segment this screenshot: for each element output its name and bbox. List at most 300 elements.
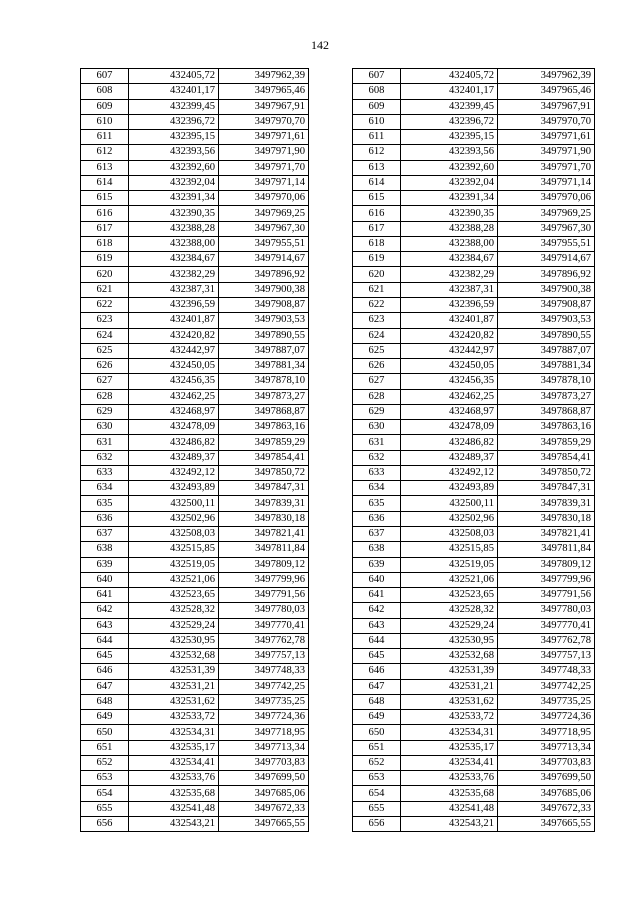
right-point-number: 624 (353, 328, 401, 343)
right-x-coordinate: 432502,96 (401, 511, 498, 526)
left-point-number: 641 (81, 588, 129, 603)
right-y-coordinate: 3497685,06 (498, 786, 595, 801)
right-x-coordinate: 432393,56 (401, 145, 498, 160)
left-x-coordinate: 432405,72 (129, 69, 219, 84)
column-gap (309, 313, 353, 328)
left-point-number: 608 (81, 84, 129, 99)
right-y-coordinate: 3497873,27 (498, 389, 595, 404)
left-y-coordinate: 3497821,41 (219, 526, 309, 541)
column-gap (309, 145, 353, 160)
left-y-coordinate: 3497839,31 (219, 496, 309, 511)
right-point-number: 653 (353, 771, 401, 786)
left-point-number: 628 (81, 389, 129, 404)
right-x-coordinate: 432519,05 (401, 557, 498, 572)
table-row (81, 588, 595, 603)
right-x-coordinate: 432391,34 (401, 191, 498, 206)
left-point-number: 655 (81, 801, 129, 816)
right-y-coordinate: 3497847,31 (498, 481, 595, 496)
table-row (81, 282, 595, 297)
table-row (81, 496, 595, 511)
right-x-coordinate: 432420,82 (401, 328, 498, 343)
table-row (81, 526, 595, 541)
left-x-coordinate: 432534,31 (129, 725, 219, 740)
right-y-coordinate: 3497791,56 (498, 588, 595, 603)
right-point-number: 640 (353, 572, 401, 587)
right-point-number: 655 (353, 801, 401, 816)
left-x-coordinate: 432543,21 (129, 817, 219, 832)
left-x-coordinate: 432390,35 (129, 206, 219, 221)
left-point-number: 629 (81, 404, 129, 419)
column-gap (309, 191, 353, 206)
left-y-coordinate: 3497699,50 (219, 771, 309, 786)
table-row (81, 725, 595, 740)
left-x-coordinate: 432382,29 (129, 267, 219, 282)
right-y-coordinate: 3497724,36 (498, 710, 595, 725)
left-y-coordinate: 3497713,34 (219, 740, 309, 755)
right-x-coordinate: 432531,21 (401, 679, 498, 694)
right-x-coordinate: 432396,59 (401, 297, 498, 312)
table-row (81, 84, 595, 99)
right-y-coordinate: 3497967,91 (498, 99, 595, 114)
left-point-number: 610 (81, 114, 129, 129)
left-point-number: 650 (81, 725, 129, 740)
table-row (81, 618, 595, 633)
left-y-coordinate: 3497887,07 (219, 343, 309, 358)
left-y-coordinate: 3497881,34 (219, 359, 309, 374)
right-y-coordinate: 3497809,12 (498, 557, 595, 572)
table-row (81, 679, 595, 694)
left-x-coordinate: 432530,95 (129, 633, 219, 648)
left-point-number: 617 (81, 221, 129, 236)
right-y-coordinate: 3497811,84 (498, 542, 595, 557)
table-row (81, 710, 595, 725)
right-y-coordinate: 3497718,95 (498, 725, 595, 740)
left-y-coordinate: 3497724,36 (219, 710, 309, 725)
left-x-coordinate: 432533,72 (129, 710, 219, 725)
right-point-number: 642 (353, 603, 401, 618)
table-row (81, 114, 595, 129)
right-y-coordinate: 3497890,55 (498, 328, 595, 343)
left-x-coordinate: 432528,32 (129, 603, 219, 618)
left-y-coordinate: 3497665,55 (219, 817, 309, 832)
right-point-number: 609 (353, 99, 401, 114)
column-gap (309, 252, 353, 267)
left-point-number: 609 (81, 99, 129, 114)
right-x-coordinate: 432489,37 (401, 450, 498, 465)
right-point-number: 634 (353, 481, 401, 496)
right-y-coordinate: 3497965,46 (498, 84, 595, 99)
left-y-coordinate: 3497770,41 (219, 618, 309, 633)
right-y-coordinate: 3497878,10 (498, 374, 595, 389)
right-x-coordinate: 432535,68 (401, 786, 498, 801)
table-row (81, 328, 595, 343)
left-x-coordinate: 432492,12 (129, 465, 219, 480)
left-y-coordinate: 3497799,96 (219, 572, 309, 587)
right-y-coordinate: 3497830,18 (498, 511, 595, 526)
left-x-coordinate: 432533,76 (129, 771, 219, 786)
column-gap (309, 221, 353, 236)
right-x-coordinate: 432468,97 (401, 404, 498, 419)
table-row (81, 145, 595, 160)
left-point-number: 644 (81, 633, 129, 648)
table-row (81, 160, 595, 175)
left-x-coordinate: 432521,06 (129, 572, 219, 587)
left-x-coordinate: 432392,60 (129, 160, 219, 175)
column-gap (309, 206, 353, 221)
right-point-number: 618 (353, 236, 401, 251)
table-row (81, 511, 595, 526)
right-x-coordinate: 432382,29 (401, 267, 498, 282)
right-x-coordinate: 432541,48 (401, 801, 498, 816)
column-gap (309, 588, 353, 603)
right-point-number: 620 (353, 267, 401, 282)
coordinates-table (80, 68, 595, 832)
right-point-number: 626 (353, 359, 401, 374)
right-point-number: 617 (353, 221, 401, 236)
right-y-coordinate: 3497970,70 (498, 114, 595, 129)
table-row (81, 420, 595, 435)
right-x-coordinate: 432392,60 (401, 160, 498, 175)
left-y-coordinate: 3497742,25 (219, 679, 309, 694)
left-y-coordinate: 3497971,90 (219, 145, 309, 160)
right-point-number: 628 (353, 389, 401, 404)
left-y-coordinate: 3497780,03 (219, 603, 309, 618)
left-x-coordinate: 432420,82 (129, 328, 219, 343)
left-y-coordinate: 3497908,87 (219, 297, 309, 312)
left-y-coordinate: 3497791,56 (219, 588, 309, 603)
right-point-number: 646 (353, 664, 401, 679)
left-x-coordinate: 432502,96 (129, 511, 219, 526)
right-point-number: 611 (353, 130, 401, 145)
right-point-number: 656 (353, 817, 401, 832)
right-y-coordinate: 3497903,53 (498, 313, 595, 328)
right-y-coordinate: 3497839,31 (498, 496, 595, 511)
right-point-number: 610 (353, 114, 401, 129)
left-y-coordinate: 3497859,29 (219, 435, 309, 450)
left-y-coordinate: 3497811,84 (219, 542, 309, 557)
left-point-number: 631 (81, 435, 129, 450)
right-y-coordinate: 3497672,33 (498, 801, 595, 816)
table-row (81, 343, 595, 358)
right-y-coordinate: 3497850,72 (498, 465, 595, 480)
right-y-coordinate: 3497887,07 (498, 343, 595, 358)
right-x-coordinate: 432401,87 (401, 313, 498, 328)
left-y-coordinate: 3497971,70 (219, 160, 309, 175)
left-point-number: 640 (81, 572, 129, 587)
left-x-coordinate: 432392,04 (129, 175, 219, 190)
column-gap (309, 343, 353, 358)
column-gap (309, 664, 353, 679)
left-x-coordinate: 432450,05 (129, 359, 219, 374)
table-row (81, 297, 595, 312)
right-y-coordinate: 3497799,96 (498, 572, 595, 587)
left-y-coordinate: 3497735,25 (219, 694, 309, 709)
right-x-coordinate: 432529,24 (401, 618, 498, 633)
left-x-coordinate: 432462,25 (129, 389, 219, 404)
left-x-coordinate: 432523,65 (129, 588, 219, 603)
left-point-number: 646 (81, 664, 129, 679)
left-point-number: 634 (81, 481, 129, 496)
right-y-coordinate: 3497762,78 (498, 633, 595, 648)
right-x-coordinate: 432401,17 (401, 84, 498, 99)
left-point-number: 607 (81, 69, 129, 84)
right-y-coordinate: 3497881,34 (498, 359, 595, 374)
right-point-number: 637 (353, 526, 401, 541)
right-point-number: 641 (353, 588, 401, 603)
right-x-coordinate: 432533,76 (401, 771, 498, 786)
right-y-coordinate: 3497896,92 (498, 267, 595, 282)
right-y-coordinate: 3497821,41 (498, 526, 595, 541)
left-point-number: 639 (81, 557, 129, 572)
right-y-coordinate: 3497859,29 (498, 435, 595, 450)
left-point-number: 645 (81, 649, 129, 664)
left-point-number: 625 (81, 343, 129, 358)
left-x-coordinate: 432388,00 (129, 236, 219, 251)
left-point-number: 616 (81, 206, 129, 221)
right-y-coordinate: 3497908,87 (498, 297, 595, 312)
left-y-coordinate: 3497809,12 (219, 557, 309, 572)
table-row (81, 435, 595, 450)
left-y-coordinate: 3497971,14 (219, 175, 309, 190)
left-point-number: 618 (81, 236, 129, 251)
column-gap (309, 420, 353, 435)
right-point-number: 652 (353, 755, 401, 770)
column-gap (309, 633, 353, 648)
table-row (81, 572, 595, 587)
page-number: 142 (311, 38, 329, 52)
left-point-number: 623 (81, 313, 129, 328)
left-point-number: 624 (81, 328, 129, 343)
left-y-coordinate: 3497878,10 (219, 374, 309, 389)
right-x-coordinate: 432508,03 (401, 526, 498, 541)
table-row (81, 481, 595, 496)
left-point-number: 654 (81, 786, 129, 801)
right-point-number: 622 (353, 297, 401, 312)
right-y-coordinate: 3497962,39 (498, 69, 595, 84)
left-point-number: 613 (81, 160, 129, 175)
column-gap (309, 267, 353, 282)
right-y-coordinate: 3497665,55 (498, 817, 595, 832)
column-gap (309, 450, 353, 465)
right-point-number: 643 (353, 618, 401, 633)
column-gap (309, 725, 353, 740)
right-x-coordinate: 432532,68 (401, 649, 498, 664)
right-point-number: 629 (353, 404, 401, 419)
right-point-number: 650 (353, 725, 401, 740)
right-point-number: 607 (353, 69, 401, 84)
table-row (81, 130, 595, 145)
left-y-coordinate: 3497854,41 (219, 450, 309, 465)
right-y-coordinate: 3497868,87 (498, 404, 595, 419)
left-point-number: 652 (81, 755, 129, 770)
left-point-number: 643 (81, 618, 129, 633)
left-x-coordinate: 432531,39 (129, 664, 219, 679)
column-gap (309, 282, 353, 297)
left-y-coordinate: 3497830,18 (219, 511, 309, 526)
table-row (81, 313, 595, 328)
right-x-coordinate: 432395,15 (401, 130, 498, 145)
left-x-coordinate: 432519,05 (129, 557, 219, 572)
left-y-coordinate: 3497757,13 (219, 649, 309, 664)
right-x-coordinate: 432390,35 (401, 206, 498, 221)
right-y-coordinate: 3497748,33 (498, 664, 595, 679)
left-y-coordinate: 3497850,72 (219, 465, 309, 480)
right-point-number: 635 (353, 496, 401, 511)
left-x-coordinate: 432396,72 (129, 114, 219, 129)
right-point-number: 630 (353, 420, 401, 435)
right-point-number: 612 (353, 145, 401, 160)
column-gap (309, 649, 353, 664)
left-y-coordinate: 3497762,78 (219, 633, 309, 648)
right-x-coordinate: 432405,72 (401, 69, 498, 84)
table-row (81, 221, 595, 236)
left-x-coordinate: 432529,24 (129, 618, 219, 633)
right-x-coordinate: 432515,85 (401, 542, 498, 557)
table-row (81, 664, 595, 679)
left-point-number: 651 (81, 740, 129, 755)
left-point-number: 637 (81, 526, 129, 541)
left-y-coordinate: 3497868,87 (219, 404, 309, 419)
right-point-number: 648 (353, 694, 401, 709)
table-row (81, 801, 595, 816)
left-y-coordinate: 3497903,53 (219, 313, 309, 328)
left-point-number: 615 (81, 191, 129, 206)
table-row (81, 740, 595, 755)
left-y-coordinate: 3497718,95 (219, 725, 309, 740)
left-x-coordinate: 432468,97 (129, 404, 219, 419)
column-gap (309, 359, 353, 374)
left-x-coordinate: 432399,45 (129, 99, 219, 114)
column-gap (309, 328, 353, 343)
left-x-coordinate: 432442,97 (129, 343, 219, 358)
left-y-coordinate: 3497748,33 (219, 664, 309, 679)
right-point-number: 623 (353, 313, 401, 328)
table-row (81, 99, 595, 114)
table-row (81, 633, 595, 648)
right-y-coordinate: 3497854,41 (498, 450, 595, 465)
right-point-number: 625 (353, 343, 401, 358)
left-x-coordinate: 432531,21 (129, 679, 219, 694)
right-y-coordinate: 3497757,13 (498, 649, 595, 664)
left-point-number: 627 (81, 374, 129, 389)
right-x-coordinate: 432388,28 (401, 221, 498, 236)
left-y-coordinate: 3497970,06 (219, 191, 309, 206)
right-point-number: 639 (353, 557, 401, 572)
left-x-coordinate: 432535,17 (129, 740, 219, 755)
column-gap (309, 69, 353, 84)
right-x-coordinate: 432521,06 (401, 572, 498, 587)
left-y-coordinate: 3497970,70 (219, 114, 309, 129)
right-x-coordinate: 432462,25 (401, 389, 498, 404)
right-x-coordinate: 432531,62 (401, 694, 498, 709)
right-point-number: 645 (353, 649, 401, 664)
left-point-number: 612 (81, 145, 129, 160)
right-point-number: 649 (353, 710, 401, 725)
left-point-number: 630 (81, 420, 129, 435)
column-gap (309, 740, 353, 755)
right-y-coordinate: 3497955,51 (498, 236, 595, 251)
left-x-coordinate: 432456,35 (129, 374, 219, 389)
right-y-coordinate: 3497735,25 (498, 694, 595, 709)
left-y-coordinate: 3497685,06 (219, 786, 309, 801)
column-gap (309, 786, 353, 801)
right-y-coordinate: 3497914,67 (498, 252, 595, 267)
table-row (81, 389, 595, 404)
left-x-coordinate: 432391,34 (129, 191, 219, 206)
right-point-number: 644 (353, 633, 401, 648)
table-row (81, 69, 595, 84)
table-row (81, 450, 595, 465)
right-point-number: 636 (353, 511, 401, 526)
left-x-coordinate: 432486,82 (129, 435, 219, 450)
left-y-coordinate: 3497672,33 (219, 801, 309, 816)
left-x-coordinate: 432541,48 (129, 801, 219, 816)
left-point-number: 642 (81, 603, 129, 618)
table-row (81, 649, 595, 664)
left-x-coordinate: 432478,09 (129, 420, 219, 435)
left-point-number: 621 (81, 282, 129, 297)
right-y-coordinate: 3497971,90 (498, 145, 595, 160)
column-gap (309, 679, 353, 694)
left-y-coordinate: 3497955,51 (219, 236, 309, 251)
column-gap (309, 603, 353, 618)
left-point-number: 638 (81, 542, 129, 557)
left-point-number: 636 (81, 511, 129, 526)
column-gap (309, 99, 353, 114)
right-x-coordinate: 432492,12 (401, 465, 498, 480)
table-row (81, 557, 595, 572)
column-gap (309, 755, 353, 770)
left-point-number: 626 (81, 359, 129, 374)
table-row (81, 374, 595, 389)
right-y-coordinate: 3497900,38 (498, 282, 595, 297)
table-row (81, 236, 595, 251)
right-x-coordinate: 432450,05 (401, 359, 498, 374)
right-x-coordinate: 432535,17 (401, 740, 498, 755)
column-gap (309, 557, 353, 572)
right-y-coordinate: 3497713,34 (498, 740, 595, 755)
left-y-coordinate: 3497962,39 (219, 69, 309, 84)
left-y-coordinate: 3497703,83 (219, 755, 309, 770)
right-x-coordinate: 432392,04 (401, 175, 498, 190)
left-x-coordinate: 432387,31 (129, 282, 219, 297)
right-y-coordinate: 3497971,14 (498, 175, 595, 190)
column-gap (309, 114, 353, 129)
right-x-coordinate: 432528,32 (401, 603, 498, 618)
left-x-coordinate: 432531,62 (129, 694, 219, 709)
column-gap (309, 404, 353, 419)
right-point-number: 608 (353, 84, 401, 99)
right-x-coordinate: 432486,82 (401, 435, 498, 450)
left-y-coordinate: 3497914,67 (219, 252, 309, 267)
right-y-coordinate: 3497971,61 (498, 130, 595, 145)
left-y-coordinate: 3497873,27 (219, 389, 309, 404)
left-point-number: 648 (81, 694, 129, 709)
column-gap (309, 374, 353, 389)
left-point-number: 649 (81, 710, 129, 725)
right-point-number: 613 (353, 160, 401, 175)
table-row (81, 267, 595, 282)
left-x-coordinate: 432396,59 (129, 297, 219, 312)
table-row (81, 404, 595, 419)
column-gap (309, 618, 353, 633)
right-x-coordinate: 432534,41 (401, 755, 498, 770)
column-gap (309, 130, 353, 145)
right-x-coordinate: 432543,21 (401, 817, 498, 832)
left-point-number: 622 (81, 297, 129, 312)
right-point-number: 614 (353, 175, 401, 190)
right-x-coordinate: 432456,35 (401, 374, 498, 389)
